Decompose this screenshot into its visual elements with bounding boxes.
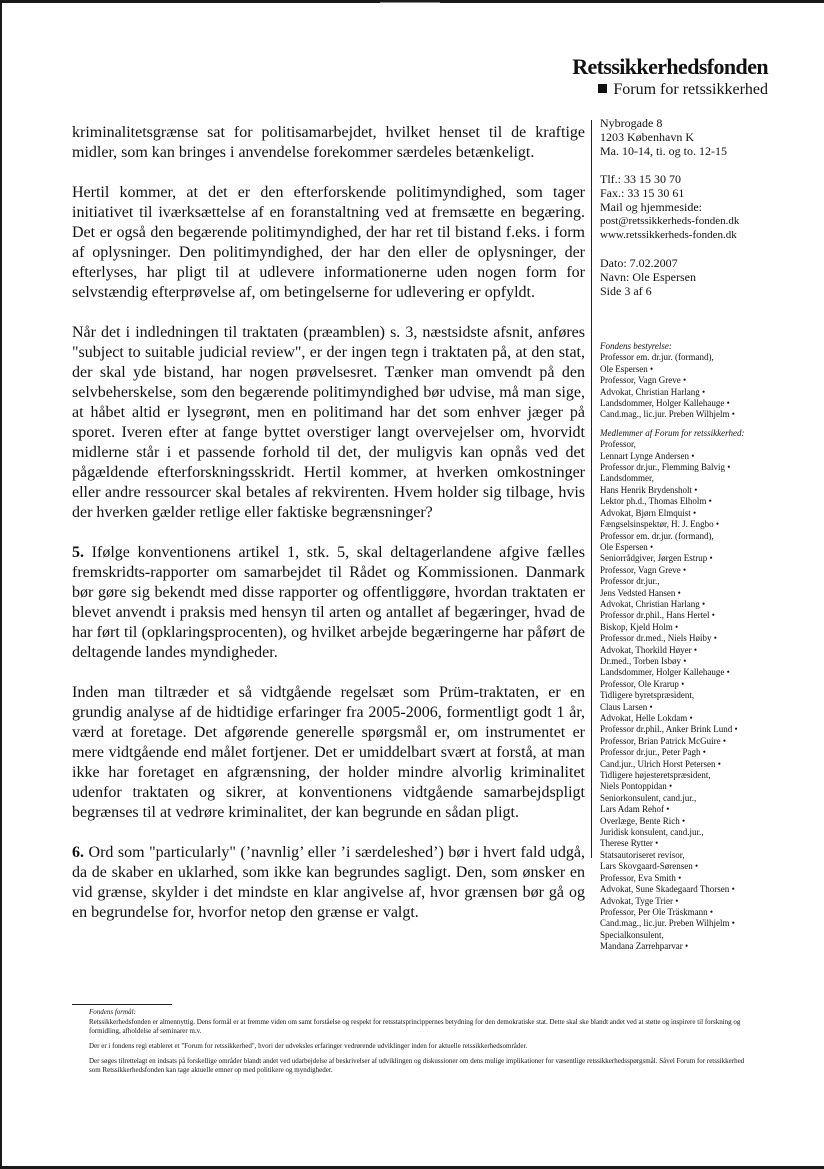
address-street: Nybrogade 8 bbox=[600, 116, 663, 130]
email: post@retssikkerheds-fonden.dk bbox=[600, 215, 740, 227]
member-line: Cand.mag., lic.jur. Preben Wilhjelm • bbox=[600, 409, 778, 420]
paragraph-1: kriminalitetsgrænse sat for politisamarbejdet, hvilket henset til de kraftige midler, som kan bringes i anvendelse forekommer særdeles betænkeligt. bbox=[72, 124, 585, 161]
member-line: Professor, Vagn Greve • bbox=[600, 375, 778, 386]
footer-paragraph-1: Retssikkerhedsfonden er almennyttig. Dens formål er at fremme viden om samt forståelse og respekt for retsstatsprincippernes betydning for den demokratiske stat. Dette skal ske blandt andet ved at støtte og inspirere til forskning og formidling, afholdelse af seminarer m.v. bbox=[89, 1018, 741, 1035]
member-line: Advokat, Christian Harlang • bbox=[600, 387, 778, 398]
contact-block bbox=[600, 172, 780, 242]
phone: Tlf.: 33 15 30 70 bbox=[600, 172, 681, 186]
date: Dato: 7.02.2007 bbox=[600, 256, 678, 270]
paragraph-5 bbox=[72, 543, 585, 663]
square-bullet-icon bbox=[598, 84, 607, 93]
members-column bbox=[600, 341, 778, 953]
paragraph-6-text: Ord som "particularly" (’navnlig’ eller ’i særdeleshed’) bør i hvert fald udgå, da de skaber en uklarhed, som ikke kan begrundes sagligt. Den, som ønsker en vid grænse, skylder i det mindste en klar angivelse af, hvor grænsen bør gå og en begrundelse for, hvorfor netop den grænse er valgt. bbox=[72, 844, 586, 921]
member-line: Lennart Lynge Andersen • bbox=[600, 451, 778, 462]
member-line: Jens Vedsted Hansen • bbox=[600, 588, 778, 599]
member-line: Lars Adam Rehof • bbox=[600, 804, 778, 815]
scan-edge-left bbox=[0, 0, 2, 1169]
member-line: Claus Larsen • bbox=[600, 702, 778, 713]
member-line: Landsdommer, Holger Kallehauge • bbox=[600, 398, 778, 409]
paragraph-4b: Inden man tiltræder et så vidtgående regelsæt som Prüm-traktaten, er en grundig analyse af de hidtidige erfaringer fra 2005-2006, formentligt godt 1 år, værd at foretage. Det afgørende generelle spørgsmål er, om instrumentet er mere vidtgående end målet fortjener. Det er umiddelbart svært at forstå, at man ikke har foretaget en afgrænsning, der holder mindre alvorlig kriminalitet udenfor traktaten og sikrer, at konventionens vidtgående samarbejdspligt begrænses til at vedrøre kriminalitet, der kan begrunde en sådan pligt. bbox=[72, 684, 585, 821]
member-line: Ole Espersen • bbox=[600, 364, 778, 375]
section-number-6: 6. bbox=[72, 844, 84, 861]
forum-heading: Medlemmer af Forum for retssikkerhed: bbox=[600, 427, 745, 438]
member-line: Hans Henrik Brydensholt • bbox=[600, 485, 778, 496]
address-block bbox=[600, 116, 780, 158]
member-line: Professor dr.jur., bbox=[600, 576, 660, 587]
member-line: Ole Espersen • bbox=[600, 542, 778, 553]
member-line: Overlæge, Bente Rich • bbox=[600, 816, 778, 827]
member-line: Professor dr.jur., Peter Pagh • bbox=[600, 747, 778, 758]
board-list bbox=[600, 352, 778, 420]
member-line: Seniorkonsulent, cand.jur., bbox=[600, 792, 697, 803]
member-line: Advokat, Bjørn Elmquist • bbox=[600, 508, 778, 519]
member-line: Professor dr.med., Niels Høiby • bbox=[600, 633, 778, 644]
section-number-5: 5. bbox=[72, 544, 84, 561]
column-divider bbox=[591, 120, 592, 858]
website: www.retssikkerheds-fonden.dk bbox=[600, 229, 737, 241]
footer-paragraph-2: Der er i fondens regi etableret et "Forum for retssikkerhed", hvori der udveksles erfaringer vedrørende udviklinger inden for aktuelle retssikkerhedsområder. bbox=[89, 1042, 528, 1050]
paragraph-2: Hertil kommer, at det er den efterforskende politimyndighed, som tager initiativet til iværksættelse af en foranstaltning ved at fremsætte en begæring. Det er også den begærende politimyndighed, der har ret til bistand f.eks. i form af oplysninger. Den politimyndighed, der har den eller de oplysninger, der efterlyses, har pligt til at udlevere informationerne uden nogen form for selvstændig efterprøvelse af, om betingelserne for udlevering er opfyldt. bbox=[72, 184, 585, 301]
member-line: Advokat, Sune Skadegaard Thorsen • bbox=[600, 884, 778, 895]
member-line: Professor, Per Ole Träskmann • bbox=[600, 907, 778, 918]
member-line: Fængselsinspektør, H. J. Engbo • bbox=[600, 519, 778, 530]
member-line: Mandana Zarrehparvar • bbox=[600, 941, 778, 952]
member-line: Advokat, Thorkild Høyer • bbox=[600, 645, 778, 656]
member-line: Advokat, Tyge Trier • bbox=[600, 896, 778, 907]
member-line: Professor, Ole Krarup • bbox=[600, 679, 778, 690]
member-line: Professor, Eva Smith • bbox=[600, 873, 778, 884]
member-line: Professor em. dr.jur. (formand), bbox=[600, 530, 714, 541]
member-line: Dr.med., Torben Isbøy • bbox=[600, 656, 778, 667]
member-line: Cand.jur., Ulrich Horst Petersen • bbox=[600, 759, 778, 770]
brand-tagline: Forum for retssikkerhed bbox=[613, 81, 768, 98]
letter-body bbox=[72, 123, 585, 943]
mail-label: Mail og hjemmeside: bbox=[600, 200, 702, 214]
member-line: Professor, Brian Patrick McGuire • bbox=[600, 736, 778, 747]
member-line: Lars Skovgaard-Sørensen • bbox=[600, 861, 778, 872]
member-line: Landsdommer, bbox=[600, 473, 654, 484]
member-line: Juridisk konsulent, cand.jur., bbox=[600, 827, 704, 838]
member-line: Professor dr.phil., Hans Hertel • bbox=[600, 610, 778, 621]
brand-name: Retssikkerhedsfonden bbox=[572, 54, 768, 79]
forum-list bbox=[600, 439, 778, 952]
fax: Fax.: 33 15 30 61 bbox=[600, 186, 685, 200]
board-heading: Fondens bestyrelse: bbox=[600, 341, 672, 351]
member-line: Biskop, Kjeld Holm • bbox=[600, 622, 778, 633]
letterhead bbox=[572, 54, 768, 99]
paragraph-3: Når det i indledningen til traktaten (præamblen) s. 3, næstsidste afsnit, anføres "subject to suitable judicial review", er der ingen tegn i traktaten på, at den stat, der skal yde bistand, har nogen prøvelsesret. Tænker man omvendt på den selvbeherskelse, som den begærende politimyndighed bør udvise, må man sige, at håbet altid er lysegrønt, men en politimand har det som enhver jæger på sporet. Iveren efter at fange byttet overstiger langt overvejelser om, hvorvidt midlerne står i et passende forhold til det, der muligvis kan opnås ved det pågældende efterforskningsskridt. Hertil kommer, at hverken omkostninger eller andre ressourcer skal betales af rekvirenten. Hvem holder sig tilbage, hvis der hverken gælder retlige eller faktiske begrænsninger? bbox=[72, 324, 585, 521]
member-line: Professor dr.jur., Flemming Balvig • bbox=[600, 462, 778, 473]
footer-heading: Fondens formål: bbox=[89, 1008, 136, 1016]
member-line: Tidligere højesteretspræsident, bbox=[600, 770, 711, 781]
member-line: Professor dr.phil., Anker Brink Lund • bbox=[600, 724, 778, 735]
brand-tagline-row bbox=[572, 81, 768, 99]
contact-column bbox=[600, 116, 780, 312]
member-line: Niels Pontoppidan • bbox=[600, 781, 778, 792]
member-line: Therese Rytter • bbox=[600, 838, 778, 849]
meta-block bbox=[600, 256, 780, 298]
member-line: Cand.mag., lic.jur. Preben Wilhjelm • bbox=[600, 918, 778, 929]
member-line: Specialkonsulent, bbox=[600, 929, 664, 940]
member-line: Professor, Vagn Greve • bbox=[600, 565, 778, 576]
paragraph-6 bbox=[72, 843, 585, 923]
footer bbox=[89, 1008, 749, 1081]
scan-mark bbox=[380, 2, 440, 3]
member-line: Advokat, Christian Harlang • bbox=[600, 599, 778, 610]
page-number: Side 3 af 6 bbox=[600, 284, 652, 298]
member-line: Professor em. dr.jur. (formand), bbox=[600, 352, 714, 363]
footer-paragraph-3: Der søges tilrettelagt en indsats på forskellige områder blandt andet ved udarbejdelse af beskrivelser af udviklingen og diskussioner om dens mulige implikationer for væsentlige retssikkerhedsspørgsmål. Såvel Forum for retssikkerhed som Retssikkerhedsfonden kan tage aktuelle emner op med politikere og myndigheder. bbox=[89, 1057, 745, 1074]
member-line: Tidligere byretspræsident, bbox=[600, 690, 695, 701]
member-line: Statsautoriseret revisor, bbox=[600, 849, 685, 860]
member-line: Lektor ph.d., Thomas Elholm • bbox=[600, 496, 778, 507]
paragraph-5-text: Ifølge konventionens artikel 1, stk. 5, skal deltagerlandene afgive fælles fremskridts-rapporter om samarbejdet til Rådet og Kommissionen. Danmark bør gøre sig bekendt med disse rapporter og offentliggøre, hvordan traktaten er blevet anvendt i praksis med hensyn til arten og antallet af begæringer, hvad de har ført til (opklaringsprocenten), og hvilket arbejde begæringerne har påført de deltagende landes myndigheder. bbox=[72, 544, 585, 661]
member-line: Professor, bbox=[600, 439, 636, 450]
office-hours: Ma. 10-14, ti. og to. 12-15 bbox=[600, 144, 727, 158]
member-line: Seniorrådgiver, Jørgen Estrup • bbox=[600, 553, 778, 564]
footer-rule bbox=[72, 1004, 172, 1005]
member-line: Advokat, Helle Lokdam • bbox=[600, 713, 778, 724]
address-city: 1203 København K bbox=[600, 130, 694, 144]
member-line: Landsdommer, Holger Kallehauge • bbox=[600, 667, 778, 678]
author-name: Navn: Ole Espersen bbox=[600, 270, 696, 284]
